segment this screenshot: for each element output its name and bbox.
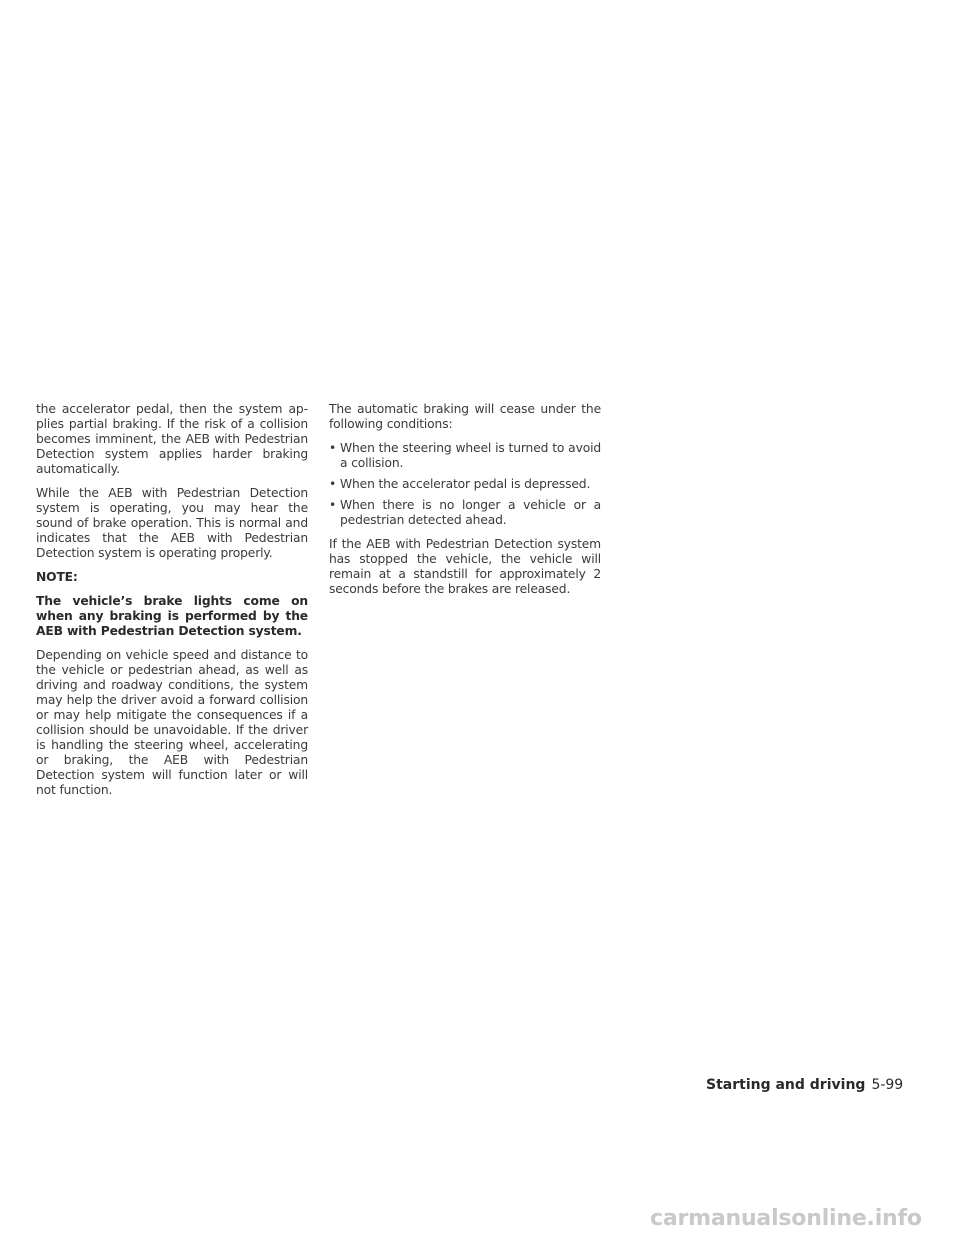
- list-item: [329, 477, 601, 492]
- page-footer: [706, 1077, 903, 1093]
- body-paragraph: Depending on vehicle speed and distance to the vehicle or pedestrian ahead, as well as driving and roadway conditions, the system may help the driver avoid a forward collision or may help mitigate the consequences if a collision should be unavoidable. If the driver is handling the steering wheel, accelerating or braking, the AEB with Pedestrian Detection system will function later or will not function.: [36, 648, 308, 797]
- page-number: 5-99: [871, 1077, 904, 1093]
- note-heading: NOTE:: [36, 570, 78, 584]
- body-paragraph: the accelerator pedal, then the system applies partial braking. If the risk of a collision becomes imminent, the AEB with Pedestrian Detection system applies harder braking automatically.: [36, 402, 308, 476]
- list-item-text: When the accelerator pedal is depressed.: [340, 477, 591, 491]
- list-item: [329, 498, 601, 528]
- bullet-icon: •: [329, 441, 337, 455]
- body-paragraph: The automatic braking will cease under the following conditions:: [329, 402, 601, 431]
- body-paragraph: While the AEB with Pedestrian Detection system is operating, you may hear the sound of brake operation. This is normal and indicates that the AEB with Pedestrian Detection system is operating properly.: [36, 486, 308, 560]
- bullet-icon: •: [329, 477, 337, 491]
- list-item-text: When the steering wheel is turned to avoid a collision.: [340, 441, 601, 470]
- condition-list: [329, 441, 601, 528]
- note-body: The vehicle’s brake lights come on when any braking is performed by the AEB with Pedestrian Detection system.: [36, 594, 308, 638]
- watermark: carmanualsonline.info: [650, 1206, 922, 1231]
- body-paragraph: If the AEB with Pedestrian Detection system has stopped the vehicle, the vehicle will remain at a standstill for approximately 2 seconds before the brakes are released.: [329, 537, 601, 596]
- left-column: [36, 402, 308, 807]
- list-item: [329, 441, 601, 471]
- right-column: [329, 402, 601, 606]
- list-item-text: When there is no longer a vehicle or a pedestrian detected ahead.: [340, 498, 601, 527]
- bullet-icon: •: [329, 498, 337, 512]
- section-title: Starting and driving: [706, 1077, 866, 1093]
